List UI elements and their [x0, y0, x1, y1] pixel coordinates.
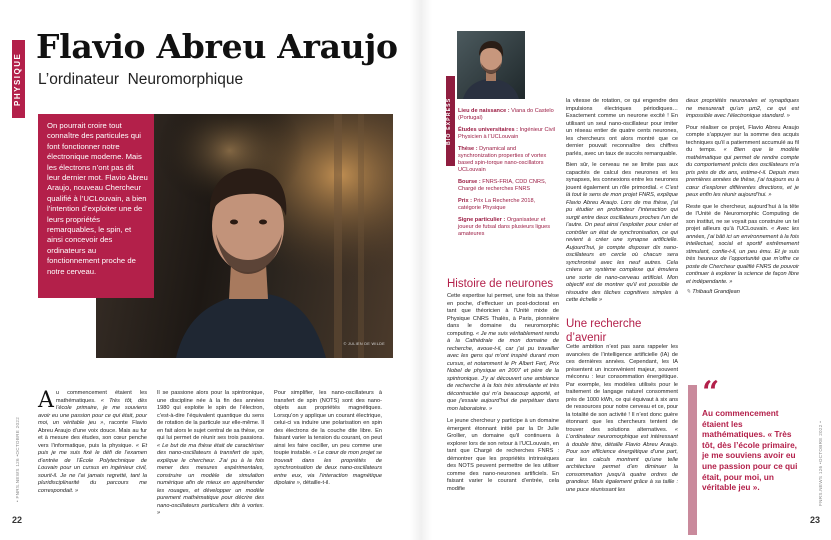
right-page — [420, 0, 831, 540]
page-number-left: 22 — [12, 515, 23, 525]
col1-quote-a: « Très tôt, dès l’école primaire, je me souviens avoir eu une passion pour ce qui était, pour moi, un véritable jeu » — [38, 397, 148, 426]
col-c-quote: deux propriétés neuronales et synaptiques ne mesurerait qu’un µm2, ce qui est impossible avec l’électronique standard. » — [686, 98, 799, 119]
col-b-text3: Cette ambition n’est pas sans rappeler les avancées de l’intelligence artificielle (IA) de ces dernières années. Cependant, les IA présentent un inconvénient majeur, souvent méconnu : leur consommation énergétique. Par exemple, les modèles utilisés pour le traitement de langage naturel consomment près de 1000 kWh, ce qui équivaut à six ans de ressources pour notre cerveau et ce, pour la totalité de son activité ! Il n’est donc guère étonnant que les chercheurs tentent de trouver des solutions alternatives. — [566, 344, 678, 433]
bio-row: Bourse : FNRS-FRIA, CDD CNRS, Chargé de recherches FNRS — [458, 179, 547, 192]
heading-histoire: Histoire de neurones — [447, 278, 554, 290]
pullquote-bar — [688, 385, 697, 535]
left-col-2 — [157, 390, 264, 518]
article-subtitle: L’ordinateur Neuromorphique — [38, 71, 244, 88]
col-c-text: Pour réaliser ce projet, Flavio Abreu Araujo compte s’appuyer sur la somme des acquis techniques qu’il a patiemment accumulé au fil du temps. — [686, 124, 799, 153]
col3-text-b: , détaille-t-il. — [299, 480, 330, 486]
author-line — [686, 289, 799, 297]
author: Thibault Grandjean — [692, 289, 740, 295]
col2-text-a: Il se passione alors pour la spintronique, une discipline née à la fin des années 1980 qui exploite le spin de l’électron, c’est-à-dire l’équivalent quantique du sens de rotation de la particule sur elle-même. Il en fait alors le sujet central de sa thèse, ce qui lui permet de réunir ses trois passions. — [157, 390, 264, 441]
pullquote-mark: “ — [702, 375, 720, 410]
col-a-text2: Le jeune chercheur y participe à un domaine émergent étonnant initié par la Dr Julie Grollier, un domaine qu’il continuera à explorer lors de son retour à l’UCLouvain, en tant que Chargé de recherches FNRS : démontrer que les propriétés intrinsèques des NOTS peuvent permettre de les utiliser comme des nano-neurones artificiels. En faisant varier le courant d’entrée, cela modifie — [447, 418, 559, 492]
bio-row: Thèse : Dynamical and synchronization properties of vortex based spin-torque nano-oscillators UCLouvain — [458, 146, 547, 173]
col-c-text2: Reste que le chercheur, aujourd’hui à la tête de l’Unité de Neuromorphic Computing de son institut, ne se voyait pas construire un tel projet ailleurs qu’à l’UCLouvain. — [686, 203, 799, 232]
footer-vertical-left: • FNRS.NEWS 126 •OCTOBRE 2022 — [15, 416, 20, 502]
col-a-text: Cette expertise lui permet, une fois sa thèse en poche, d’effectuer un post-doctorat en tant que théoricien à l’Unité mixte de Physique CNRS Thalès, à Paris, pionnière dans le domaine du neuromorphic computing. — [447, 293, 559, 337]
col-a-quote: « Je me suis véritablement rendu à la Cathédrale de mon domaine de recherche, avoue-t-il, car j’ai pu travailler avec les gens qui m’ont inspiré durant mon cursus, et notamment le Pr Albert Fert, Prix Nobel de physique en 2007 et père de la spintronique. J’y ai découvert une ambiance de recherche à la fois très stimulante et très décontractée qui m’a beaucoup apporté, et que j’essaie aujourd’hui de perpétuer dans mon laboratoire. » — [447, 330, 559, 412]
heading-recherche: Une recherche d’avenir — [566, 318, 642, 344]
col3-quote-a: « Le cœur de mon projet se trouvait dans les propriétés de synchronisation de deux nano-oscillateurs entre eux, via l’interaction magnétique dipolaire » — [274, 450, 383, 486]
intro-box — [38, 114, 154, 298]
bio-row: Prix : Prix La Recherche 2018, catégorie Physique — [458, 198, 536, 211]
bio-photo — [457, 31, 525, 99]
photo-credit: © JULIEN DE WILDE — [343, 342, 385, 346]
dropcap: A — [38, 388, 54, 413]
right-col-a — [447, 293, 559, 493]
bio-tab-label: BIO EXPRESS — [446, 97, 452, 145]
intro-text: On pourrait croire tout connaître des particules qui font fonctionner notre électronique moderne. Mais les électrons n’ont pas dit leur dernier mot. Flavio Abreu Araujo, nouveau Chercheur qualifié à l’UCLouvain, a bien l’intention d’exploiter une de leurs propriétés remarquables, le spin, et ainsi concevoir des ordinateurs au fonctionnement proche de notre cerveau. — [47, 121, 148, 276]
pen-icon: ✎ — [686, 289, 693, 295]
col1-text-a: u commencement étaient les mathématiques. — [55, 390, 147, 404]
left-col-3 — [274, 390, 382, 488]
section-tab-label: PHYSIQUE — [13, 52, 22, 106]
bio-row: Lieu de naissance : Viana do Castelo (Portugal) — [458, 108, 554, 121]
right-col-b-top — [566, 98, 678, 305]
col-b-text2: Bien sûr, le cerveau ne se limite pas aux capacités de calcul des neurones et les synapses, les connexions entre les neurones jouent également un rôle primordial. — [566, 162, 678, 191]
right-col-c — [686, 98, 799, 297]
article-title: Flavio Abreu Araujo — [36, 27, 398, 66]
col-b-quote2: « L’ordinateur neuromorphique est intéressant à double titre, détaille Flavio Abreu Araujo. Pour son efficience énergétique d’une part, car les calculs montrent qu’une telle architecture permet d’en diminuer la consommation jusqu’à quatre ordres de grandeur. Mais également grâce à sa taille : une puce réunissant les — [566, 426, 678, 493]
footer-vertical-right: FNRS.NEWS 126 •OCTOBRE 2022 • — [818, 420, 823, 506]
col-c-quote2: « Bien que le modèle mathématique qui permet de rendre compte du comportement précis des oscillateurs m’a pris près de dix ans, estime-t-il. Depuis mes premières années de thèse, j’ai toujours eu à cœur d’explorer différentes directions, et je peux enfin les réunir aujourd’hui. » — [686, 147, 799, 198]
col-b-text: la vitesse de rotation, ce qui engendre des impulsions électriques périodiques… Exactement comme un neurone excité ! En utilisant un seul nano-oscillateur pour imiter un réseau entier de quatre cents neurones, les chercheurs ont alors montré que ce dernier pouvait reconnaître des chiffres parlés, avec un taux de succès remarquable. — [566, 98, 678, 157]
bio-portrait-illustration — [457, 31, 525, 99]
col-b-quote: « C’est là tout le sens de mon projet FNRS, explique Flavio Abreu Araujo. Lors de ma thèse, j’ai pu étudier en profondeur l’interaction qui surgit entre deux oscillateurs proches l’un de l’autre. On peut ainsi l’exploiter pour créer et contrôler un état de synchronisation, ce qui revient à créer une synapse artificielle. Aujourd’hui, je compte disposer dix nano-oscillateurs en cercle où chacun sera synchronisé avec les neuf autres. Cela créera un système complexe qui émulera une sorte de nano-cerveau artificiel. Mon objectif est de montrer qu’il est possible de résoudre des tâches cognitives simples à cette échelle » — [566, 184, 678, 303]
pullquote-text: Au commencement étaient les mathématiques. « Très tôt, dès l’école primaire, je me souviens avoir eu une passion pour ce qui était, pour moi, un véritable jeu ». — [702, 408, 798, 493]
page-number-right: 23 — [810, 515, 821, 525]
col3-text-a: Pour simplifier, les nano-oscillateurs à transfert de spin (NOTS) sont des nano-objets aux propriétés magnétiques. Lorsqu’on y applique un courant électrique, celui-ci va induire une polarisation en spin des électrons de la couche dite libre. En faisant varier la tension du courant, on peut ainsi les faire osciller, un peu comme une toupie instable. — [274, 390, 382, 456]
col1-text-b: , raconte Flavio Abreu Araujo d’une voix douce. Mais au fur et à mesure des études, son cœur penche vers l’informatique, puis la physique. — [38, 420, 147, 449]
bio-row: Études universitaires : Ingénieur Civil Physicien à l’UCLouvain — [458, 127, 556, 140]
col-c-quote3: « Avec les années, j’ai bâti ici un environnement à la fois intellectuel, social et sportif extrêmement stimulant, confie-t-il, un peu ému. Et je suis très heureux de l’opportunité que m’offre ce poste de Chercheur qualifié FNRS de pouvoir continuer à explorer la science de façon libre et indépendante. » — [686, 226, 799, 285]
bio-list — [458, 108, 556, 243]
col2-quote-a: « Le but de ma thèse était de caractériser des nano-oscillateurs à transfert de spin, explique le chercheur. J’ai pu à la fois mener des mesures expérimentales, construire un modèle de simulation numérique afin de mieux en appréhender les rouages, et développer un modèle purement mathématique pour décrire des nano-oscillateurs particuliers dits à vortex. » — [157, 442, 264, 516]
right-col-b-bottom — [566, 344, 678, 494]
bio-row: Signe particulier : Organisateur et joueur de futsal dans plusieurs ligues amateures — [458, 217, 551, 237]
col1-quote-b: « Et puis je me suis fixé le défi de l’examen d’entrée de l’École Polytechnique de Louvain pour un cursus en ingénieur civil, sourit-il. Je ne l’ai jamais regretté, tant la pluridisciplinarité du parcours me correspondait. » — [38, 442, 147, 494]
left-col-1 — [38, 390, 147, 495]
